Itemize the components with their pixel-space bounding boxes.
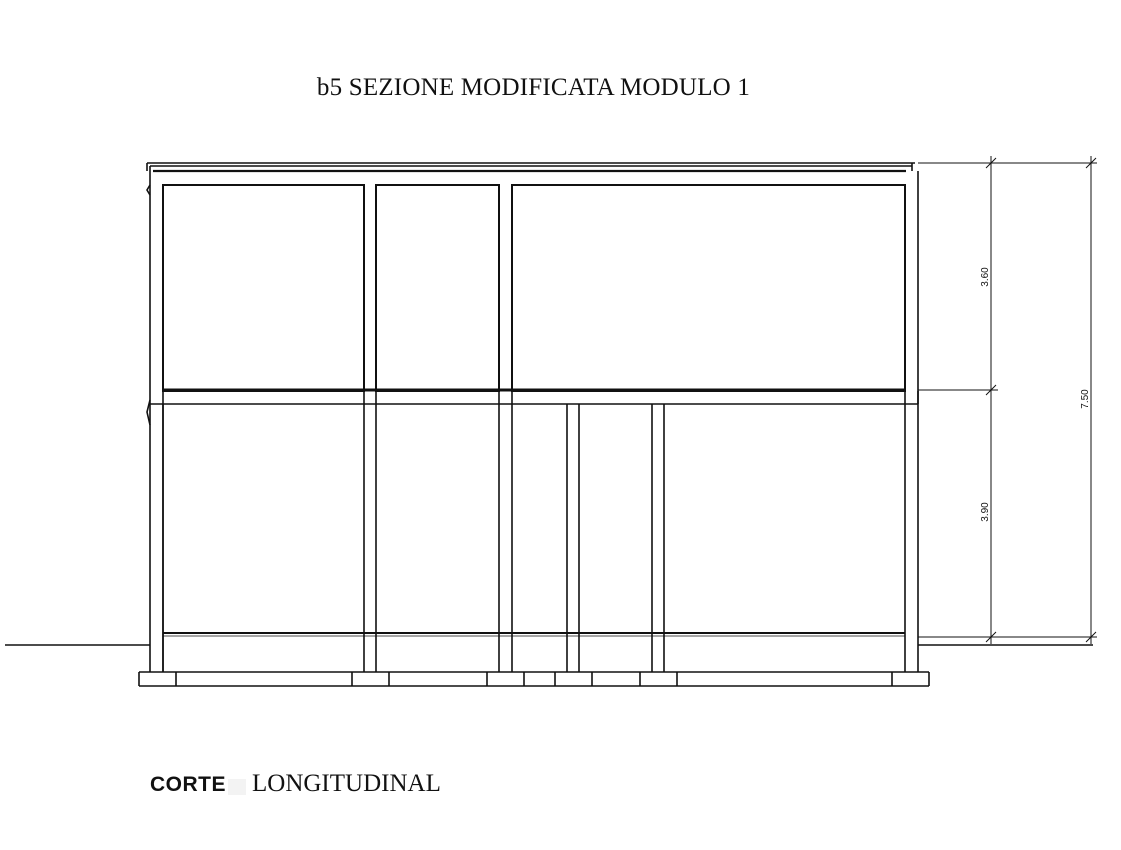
left-wall xyxy=(147,166,163,672)
dimension-lines xyxy=(918,156,1097,644)
caption-main: LONGITUDINAL xyxy=(252,770,441,797)
dim-label-lower: 3.90 xyxy=(980,502,991,522)
section-caption xyxy=(150,770,441,798)
right-wall xyxy=(905,171,918,672)
dim-label-upper: 3.60 xyxy=(980,267,991,287)
dim-label-total: 7.50 xyxy=(1080,389,1091,409)
upper-room-2 xyxy=(376,185,499,391)
caption-smudge xyxy=(228,779,246,795)
upper-room-3 xyxy=(512,185,905,391)
caption-prefix: CORTE xyxy=(150,773,226,796)
upper-room-1 xyxy=(163,185,364,391)
lower-partitions xyxy=(163,185,664,672)
drawing-title: b5 SEZIONE MODIFICATA MODULO 1 xyxy=(316,74,751,101)
foundation xyxy=(139,672,929,686)
roof-slab xyxy=(147,163,915,171)
